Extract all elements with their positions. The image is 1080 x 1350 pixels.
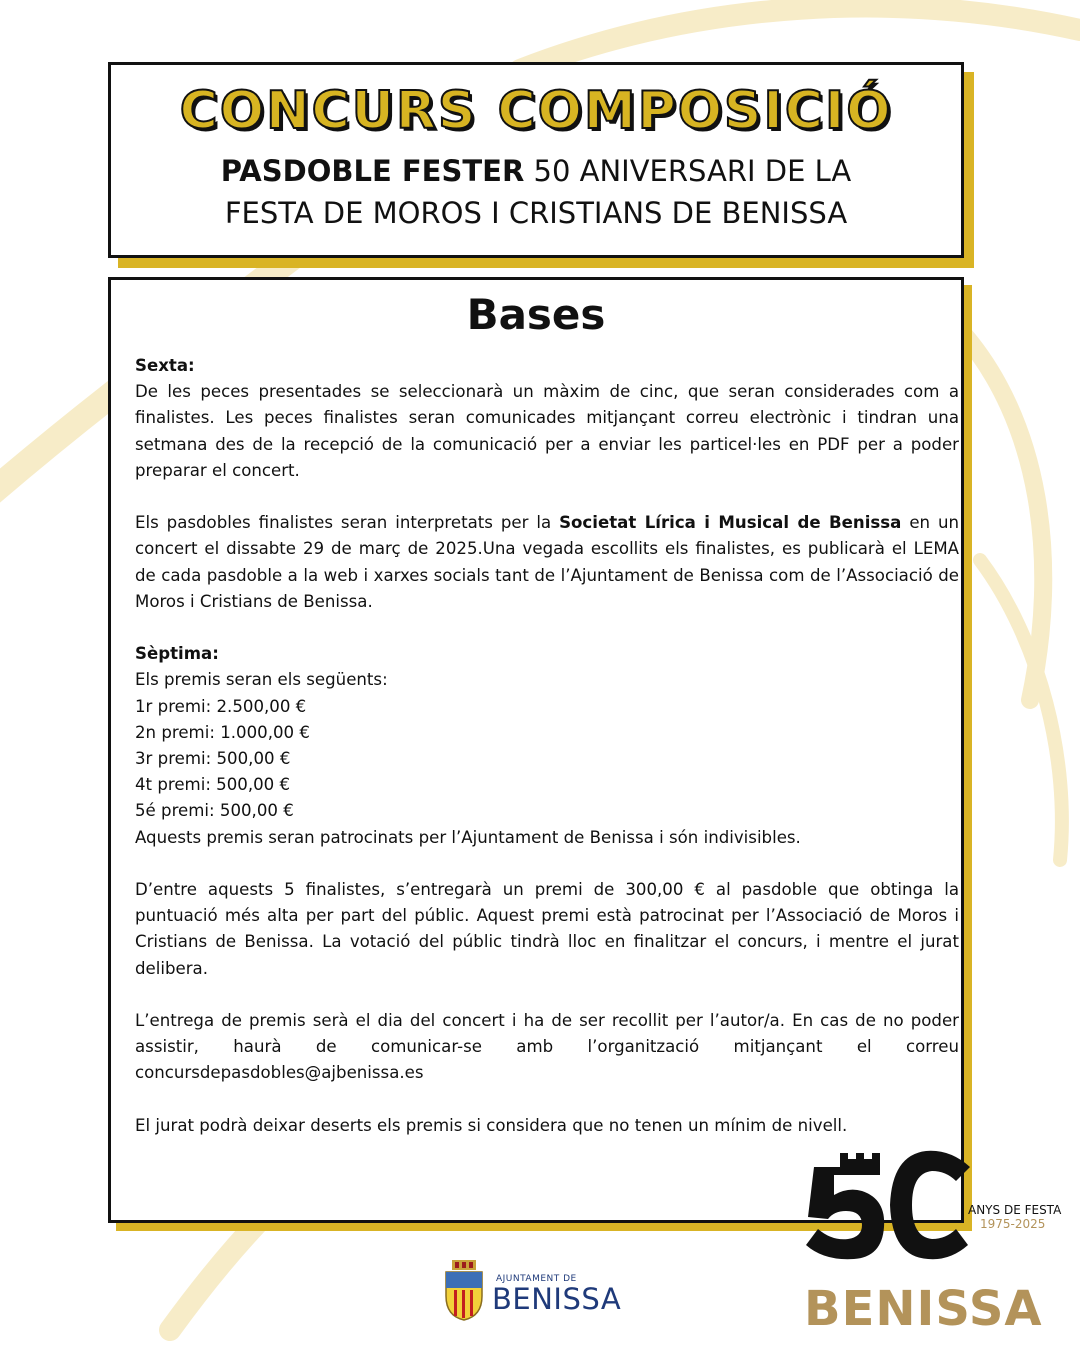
anniversary-logo <box>800 1145 1080 1350</box>
title-box <box>108 62 964 258</box>
fifty-logo-icon <box>800 1145 980 1285</box>
septima-heading: Sèptima: <box>135 644 219 664</box>
prize-5: 5é premi: 500,00 € <box>135 801 294 821</box>
sexta-paragraph-1: De les peces presentades se seleccionarà un màxim de cinc, que seran considerades com a finalistes. Les peces finalistes seran comunicades mitjançant correu electrònic i tindran una setmana des de la recepció de la comunicació per a enviar les particel·les en PDF per a poder preparar el concert. <box>135 382 959 480</box>
anniversary-years: 1975-2025 <box>980 1217 1046 1231</box>
septima-paragraph-2: D’entre aquests 5 finalistes, s’entregarà un premi de 300,00 € al pasdoble que obtinga la puntuació més alta per part del públic. Aquest premi està patrocinat per l’Associació de Moros i Cristians de Benissa. La votació del públic tindrà lloc en finalitzar el concurs, i mentre el jurat delibera. <box>135 880 959 978</box>
septima-paragraph-4: El jurat podrà deixar deserts els premis si considera que no tenen un mínim de nivell. <box>135 1115 848 1135</box>
sexta-p2-text-a: Els pasdobles finalistes seran interpretats per la <box>135 513 560 533</box>
prize-2: 2n premi: 1.000,00 € <box>135 722 310 742</box>
septima-intro: Els premis seran els següents: <box>135 670 388 690</box>
coat-of-arms-icon <box>442 1260 486 1322</box>
sexta-paragraph-2 <box>135 510 959 615</box>
sexta-heading: Sexta: <box>135 356 195 375</box>
anniversary-label: ANYS DE FESTA <box>968 1203 1062 1217</box>
subtitle-bold: PASDOBLE FESTER <box>220 154 525 188</box>
anniversary-town: BENISSA <box>804 1281 1043 1337</box>
bases-title: Bases <box>466 290 606 339</box>
bases-box <box>108 277 964 1223</box>
septima-paragraph-3: L’entrega de premis serà el dia del concert i ha de ser recollit per l’autor/a. En cas de no poder assistir, haurà de comunicar-se amb l’organització mitjançant el correu concursdepasdobles@ajbenissa.es <box>135 1011 959 1083</box>
sexta-p2-society: Societat Lírica i Musical de Benissa <box>559 513 902 533</box>
prize-1: 1r premi: 2.500,00 € <box>135 696 307 716</box>
subtitle-rest: 50 ANIVERSARI DE LA <box>533 154 852 188</box>
subtitle-line-2: FESTA DE MOROS I CRISTIANS DE BENISSA <box>224 196 848 230</box>
subtitle-line-1 <box>111 149 961 193</box>
prize-4: 4t premi: 500,00 € <box>135 775 291 795</box>
bases-text <box>135 353 959 1139</box>
ajuntament-small-label: AJUNTAMENT DE <box>496 1274 577 1284</box>
septima-sponsor: Aquests premis seran patrocinats per l’Ajuntament de Benissa i són indivisibles. <box>135 827 801 847</box>
contest-title: CONCURS COMPOSICIÓ <box>179 81 893 141</box>
ajuntament-logo <box>440 1258 660 1326</box>
sexta-p2-text-b: en un concert el dissabte 29 de març de 2025.Una vegada escollits els finalistes, es publicarà el LEMA de cada pasdoble a la web i xarxes socials tant de l’Ajuntament de Benissa com de l’Associació de Moros i Cristians de Benissa. <box>135 513 960 611</box>
ajuntament-town-label: BENISSA <box>492 1282 622 1316</box>
prize-3: 3r premi: 500,00 € <box>135 749 291 769</box>
